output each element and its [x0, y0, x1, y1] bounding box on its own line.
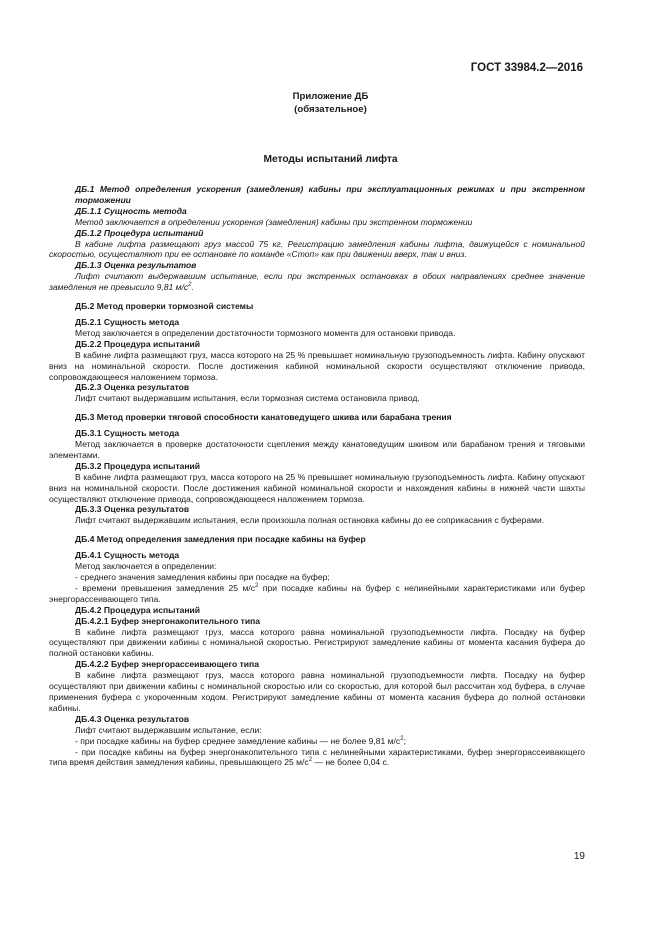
section-db1-1-title: ДБ.1.1 Сущность метода [75, 205, 187, 216]
section-db3-3-title: ДБ.3.3 Оценка результатов [75, 504, 190, 515]
appendix-status: (обязательное) [294, 103, 367, 115]
list-item [49, 583, 585, 605]
text-part: при посадке кабины на буфер с нелинейными характеристиками или буфер энергорассеивающего типа. [49, 582, 586, 604]
superscript: 2 [188, 282, 192, 289]
list-item: - среднего значения замедления кабины при посадке на буфер; [75, 572, 330, 582]
section-db2-3-text: Лифт считают выдержавшим испытания, если тормозная система остановила привод. [75, 393, 420, 404]
section-db4-1-intro: Метод заключается в определении: [75, 561, 217, 572]
section-db3-2-title: ДБ.3.2 Процедура испытаний [75, 460, 201, 471]
section-db1-3-title: ДБ.1.3 Оценка результатов [75, 260, 197, 271]
section-db2-3-title: ДБ.2.3 Оценка результатов [75, 382, 190, 393]
section-db2-1-title: ДБ.2.1 Сущность метода [75, 316, 180, 327]
section-db3-1-text: Метод заключается в проверке достаточности сцепления между канатоведущим шкивом или барабаном трения и тяговыми элементами. [49, 439, 585, 460]
text-part: Лифт считают выдержавшим испытание, если при экстренных остановках в обоих направлениях среднее значение замедления не превысило 9,81 м/с [49, 271, 585, 293]
text-part: - при посадке кабины на буфер среднее замедление кабины — не более 9,81 м/с [75, 735, 401, 746]
text-part: - при посадке кабины на буфер энергонакопительного типа с нелинейными характеристиками, буфер энергорассеивающего типа время действия замедления кабины, превышающего 25 м/с [49, 746, 585, 768]
section-db1-2-title: ДБ.1.2 Процедура испытаний [75, 227, 204, 238]
page-title: Методы испытаний лифта [263, 154, 398, 165]
section-db4-1-title: ДБ.4.1 Сущность метода [75, 550, 180, 561]
section-db4-2-1-title: ДБ.4.2.1 Буфер энергонакопительного типа [75, 615, 261, 626]
section-db4-3-title: ДБ.4.3 Оценка результатов [75, 713, 190, 724]
section-db4-3-intro: Лифт считают выдержавшим испытание, если: [75, 724, 262, 735]
appendix-title: Приложение ДБ [292, 91, 369, 102]
list-item [49, 747, 585, 769]
section-db1-1-text: Метод заключается в определении ускорения (замедления) кабины при экстренном торможении [75, 216, 473, 227]
section-db3-2-text: В кабине лифта размещают груз, масса которого на 25 % превышает номинальную грузоподъемность лифта. Кабину опускают вниз на номинальной скорости. После достижения кабиной номинальной скорости и нахождения кабины в нижней части шахты осуществляют отключение привода, сопровождающееся наложением тормоза. [49, 471, 585, 504]
section-db4-2-title: ДБ.4.2 Процедура испытаний [75, 604, 201, 615]
section-db2-2-title: ДБ.2.2 Процедура испытаний [75, 338, 201, 349]
superscript: 2 [308, 757, 313, 764]
text-part: — не более 0,04 с. [312, 757, 390, 768]
text-part: . [191, 282, 194, 293]
section-db3-1-title: ДБ.3.1 Сущность метода [75, 428, 180, 439]
section-db2-1-text: Метод заключается в определении достаточности тормозного момента для остановки привода. [75, 327, 456, 338]
section-db1-2-text: В кабине лифта размещают груз массой 75 кг. Регистрацию замедления кабины лифта, движущейся с номинальной скоростью, осуществляют при ее остановке по команде «Стоп» как при движении вверх, так и вниз. [49, 238, 585, 260]
section-db4-2-2-title: ДБ.4.2.2 Буфер энергорассеивающего типа [75, 659, 259, 670]
section-db4-2-2-text: В кабине лифта размещают груз, масса которого равна номинальной грузоподъемности лифта. Посадку на буфер осуществляют при движении кабины с номинальной скоростью или со скоростью, для которой был рассчитан ход буфера, в случае применения буфера с укороченным ходом. Регистрируют замедление кабины от момента касания буфера до полной остановки кабины. [49, 670, 585, 713]
section-db2-title: ДБ.2 Метод проверки тормозной системы [75, 301, 254, 312]
standard-number: ГОСТ 33984.2—2016 [470, 62, 583, 74]
section-db1-3-text [49, 271, 585, 293]
list-item [49, 736, 585, 747]
text-part: ; [403, 735, 406, 746]
section-db4-2-1-text: В кабине лифта размещают груз, масса которого равна номинальной грузоподъемности лифта. Посадку на буфер осуществляют при движении кабины с номинальной скоростью. Регистрируют замедление кабины от момента касания буфера до полной остановки кабины. [49, 626, 585, 659]
section-db1-title: ДБ.1 Метод определения ускорения (замедления) кабины при эксплуатационных режимах и при экстренном торможении [75, 184, 585, 205]
document-body [49, 184, 585, 768]
section-db3-3-text: Лифт считают выдержавшим испытания, если произошла полная остановка кабины до ее соприкасания с буферами. [75, 515, 545, 526]
page-number: 19 [573, 851, 585, 862]
section-db2-2-text: В кабине лифта размещают груз, масса которого на 25 % превышает номинальную грузоподъемность лифта. Кабину опускают вниз на номинальной скорости. После достижения кабиной номинальной скорости осуществляют отключение привода, сопровождающееся наложением тормоза. [49, 349, 585, 382]
text-part: - времени превышения замедления 25 м/с [75, 582, 255, 593]
section-db4-title: ДБ.4 Метод определения замедления при посадке кабины на буфер [75, 534, 366, 545]
superscript: 2 [254, 582, 259, 589]
superscript: 2 [400, 735, 404, 742]
section-db3-title: ДБ.3 Метод проверки тяговой способности канатоведущего шкива или барабана трения [75, 412, 452, 423]
appendix-heading [0, 91, 661, 116]
